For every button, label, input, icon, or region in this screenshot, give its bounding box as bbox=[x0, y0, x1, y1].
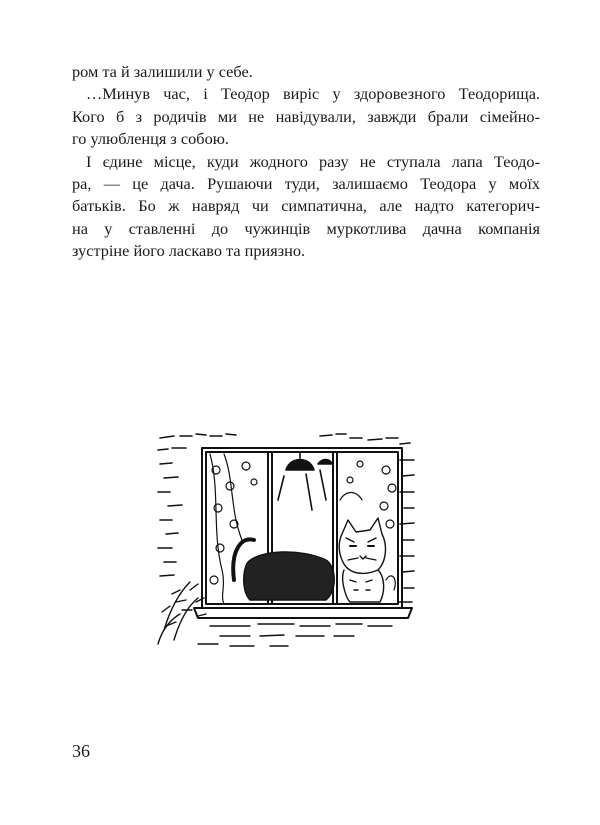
text-line: …Минув час, і Теодор виріс у здоровезного Теодорища. bbox=[86, 84, 540, 104]
text-line: ром та й залишили у себе. bbox=[72, 62, 253, 81]
body-text bbox=[72, 61, 540, 263]
text-line: на у ставленні до чужинців муркотлива дачна компанія bbox=[72, 218, 540, 238]
ground-strokes bbox=[198, 624, 392, 646]
bush bbox=[158, 582, 206, 644]
text-line: Кого б з родичів ми не навідували, завжди брали сімейно- bbox=[72, 106, 540, 126]
lamp bbox=[278, 452, 332, 510]
cat bbox=[233, 518, 385, 602]
text-line: І єдине місце, куди жодного разу не ступала лапа Теодо- bbox=[86, 151, 540, 171]
page-number: 36 bbox=[72, 741, 90, 761]
text-line: зустріне його ласкаво та приязно. bbox=[72, 241, 306, 261]
text-line: го улюбленця з собою. bbox=[72, 129, 229, 149]
text-line: батьків. Бо ж навряд чи симпатична, але надто категорич- bbox=[72, 196, 540, 216]
cat-in-window-illustration bbox=[150, 430, 430, 662]
text-line: ра, — це дача. Рушаючи туди, залишаємо Теодора у моїх bbox=[72, 174, 540, 194]
